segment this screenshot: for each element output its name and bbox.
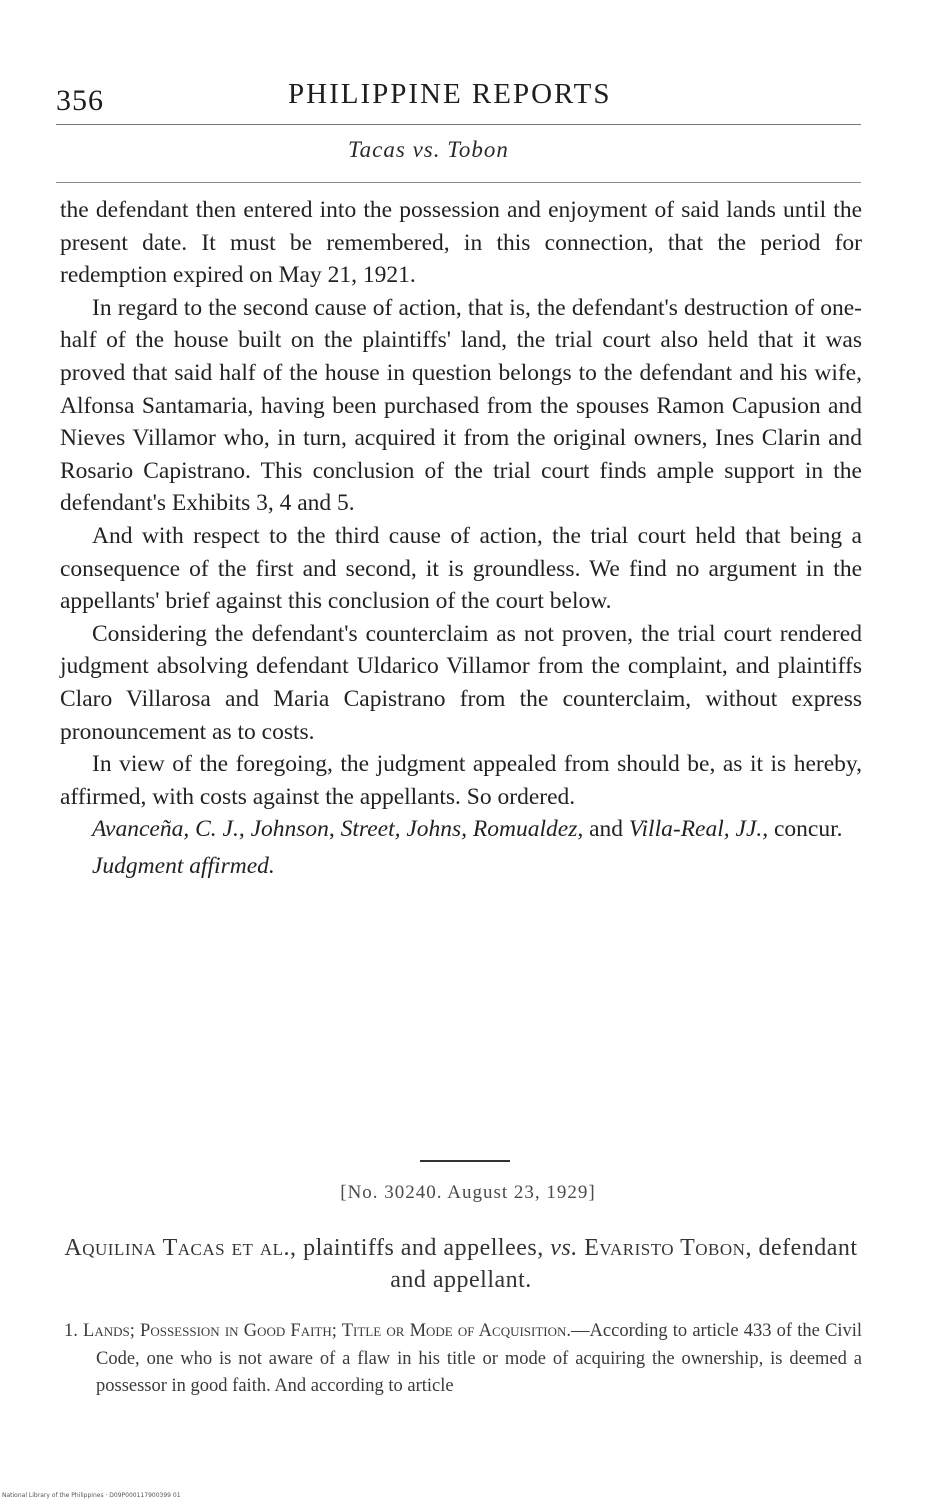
syllabus-headnotes: Lands; Possession in Good Faith; Title or Mode of Acquisition. [83,1321,572,1341]
page-number: 356 [56,84,104,117]
concur-justices: Avanceña, C. J., Johnson, Street, Johns, Romualdez, [92,816,584,843]
section-divider [420,1160,510,1162]
paragraph-2: In regard to the second cause of action, that is, the defendant's destruction of one-half of the house built on the plaintiffs' land, the trial court also held that it was proved that said half of the house in question belongs to the defendant and his wife, Alfonsa Santamaria, having been purchased from the spouses Ramon Capusion and Nieves Villamor who, in turn, acquired it from the original owners, Ines Clarin and Rosario Capistrano. This conclusion of the trial court finds ample support in the defendant's Exhibits 3, 4 and 5. [60,294,862,517]
judgment-line: Judgment affirmed. [92,852,275,879]
paragraph-3: And with respect to the third cause of action, the trial court held that being a consequence of the first and second, it is groundless. We find no argument in the appellants' brief against this conclusion of the court below. [60,522,862,615]
paragraph-4: Considering the defendant's counterclaim as not proven, the trial court rendered judgment absolving defendant Uldarico Villamor from the complaint, and plaintiffs Claro Villarosa and Maria Capistrano from the counterclaim, without express pronouncement as to costs. [60,620,862,745]
role-defendant: defendant and appellant. [390,1235,858,1293]
syllabus-number: 1. [64,1321,84,1341]
running-title: PHILIPPINE REPORTS [288,78,612,110]
syllabus-item-1 [64,1318,862,1401]
party-defendant: Evaristo Tobon, [577,1235,752,1261]
body-text [60,194,862,882]
header-rule-bottom [56,182,861,183]
case-parties [60,1232,862,1296]
case-title: Tacas vs. Tobon [348,137,509,162]
paragraph-1: the defendant then entered into the possession and enjoyment of said lands until the present date. It must be remembered, in this connection, that the period for redemption expired on May 21, 1921. [60,197,862,289]
paragraph-5: In view of the foregoing, the judgment appealed from should be, as it is hereby, affirmed, with costs against the appellants. So ordered. [60,751,862,810]
concur-justices-2: Villa-Real, JJ., [628,816,769,843]
syllabus-text: —According to article 433 of the Civil Code, one who is not aware of a flaw in his title or mode of acquiring the ownership, is deemed a possessor in good faith. And according to article [96,1321,862,1396]
header-rule-top [56,124,861,125]
concur-and: and [583,816,629,843]
docket-line: [No. 30240. August 23, 1929] [340,1182,596,1203]
versus: vs. [550,1235,578,1261]
role-plaintiffs: plaintiffs and appellees, [296,1235,551,1261]
concurrence [60,813,862,846]
concur-tail: concur. [768,816,843,843]
syllabus [64,1318,862,1401]
footer-watermark: National Library of the Philippines · D09P000117900399 01 [2,1492,181,1499]
party-plaintiffs: Aquilina Tacas et al., [64,1235,297,1261]
